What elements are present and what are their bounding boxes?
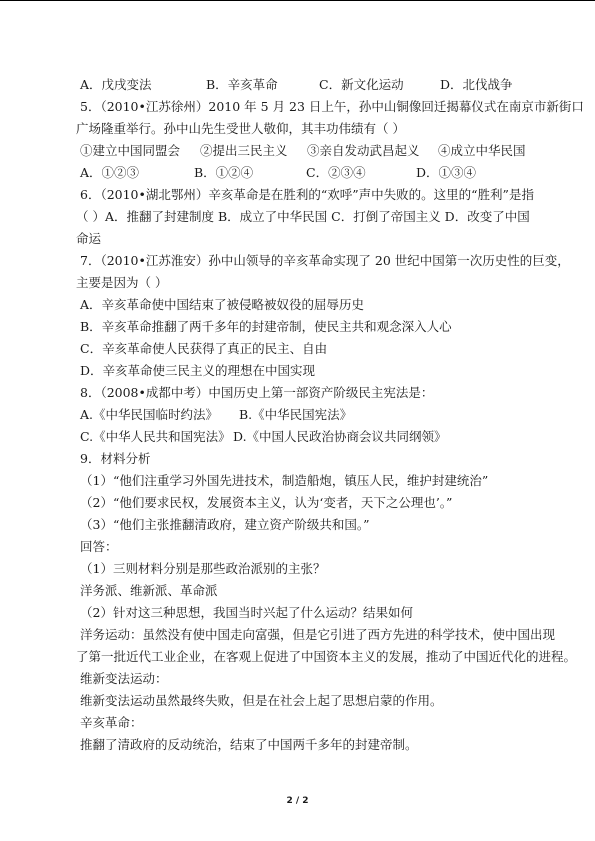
q8-options-ab	[76, 406, 532, 424]
q5-item-1: ①建立中国同盟会	[80, 143, 181, 158]
q5-option-a: A．①②③	[80, 165, 140, 180]
q5-option-c: C．②③④	[306, 165, 366, 180]
q4-option-c: C．新文化运动	[319, 77, 404, 92]
q5-item-4: ④成立中华民国	[438, 143, 526, 158]
q5-stem-1: 5．（2010•江苏徐州）2010 年 5 月 23 日上午，孙中山铜像回迁揭幕仪式在南京市新街口	[80, 99, 584, 114]
q9-title: 9．材料分析	[80, 451, 151, 466]
page-number: 2 / 2	[286, 796, 309, 806]
q9-material-2: （2）“他们要求民权，发展资本主义，认为‘变者，天下之公理也’。”	[80, 495, 453, 510]
q5-stem-2: 广场隆重举行。孙中山先生受世人敬仰，其丰功伟绩有（ ）	[76, 121, 405, 136]
q8-stem: 8．（2008•成都中考）中国历史上第一部资产阶级民主宪法是：	[80, 385, 434, 400]
q9-weixin-label: 维新变法运动：	[80, 671, 168, 686]
q9-yangwu-line-1: 洋务运动：虽然没有使中国走向富强，但是它引进了西方先进的科学技术，使中国出现	[80, 627, 556, 642]
q5-item-3: ③亲自发动武昌起义	[307, 143, 420, 158]
q4-option-a: A．戊戌变法	[80, 77, 152, 92]
q9-answer-label: 回答：	[80, 539, 118, 554]
q6-line-2: （ ）A．推翻了封建制度 B．成立了中华民国 C．打倒了帝国主义 D．改变了中国	[76, 209, 530, 224]
q4-option-d: D．北伐战争	[440, 77, 513, 92]
q7-option-c: C．辛亥革命使人民获得了真正的民主、自由	[80, 341, 328, 356]
q5-option-d: D．①③④	[416, 165, 477, 180]
q8-option-b: B.《中华民国宪法》	[239, 407, 353, 422]
q9-xinhai-text: 推翻了清政府的反动统治，结束了中国两千多年的封建帝制。	[80, 737, 418, 752]
q4-option-b: B．辛亥革命	[206, 77, 278, 92]
q6-line-3: 命运	[76, 231, 102, 246]
q9-sub-question-2: （2）针对这三种思想，我国当时兴起了什么运动？结果如何	[80, 605, 413, 620]
q9-material-1: （1）“他们注重学习外国先进技术，制造船炮，镇压人民，维护封建统治”	[80, 473, 489, 488]
q5-item-2: ②提出三民主义	[200, 143, 288, 158]
q9-sub-question-1: （1）三则材料分别是那些政治派别的主张？	[80, 561, 326, 576]
q8-option-d: D.《中国人民政治协商会议共同纲领》	[233, 429, 447, 444]
q6-line-1: 6．（2010•湖北鄂州）辛亥革命是在胜利的“欢呼”声中失败的。这里的“胜利”是指	[80, 187, 534, 202]
q8-option-a: A.《中华民国临时约法》	[80, 407, 219, 422]
q5-items	[76, 142, 532, 160]
q7-line-1: 7．（2010•江苏淮安）孙中山领导的辛亥革命实现了 20 世纪中国第一次历史性的巨变，	[80, 253, 570, 268]
q7-option-b: B．辛亥革命推翻了两千多年的封建帝制，使民主共和观念深入人心	[80, 319, 452, 334]
q9-material-3: （3）“他们主张推翻清政府，建立资产阶级共和国。”	[80, 517, 370, 532]
q7-option-d: D．辛亥革命使三民主义的理想在中国实现	[80, 363, 316, 378]
q9-yangwu-line-2: 了第一批近代工业企业，在客观上促进了中国资本主义的发展，推动了中国近代化的进程。	[76, 649, 577, 664]
q9-answer-1: 洋务派、维新派、革命派	[80, 583, 218, 598]
q9-xinhai-label: 辛亥革命：	[80, 715, 143, 730]
q7-option-a: A．辛亥革命使中国结束了被侵略被奴役的屈辱历史	[80, 297, 365, 312]
q4-options	[76, 76, 532, 94]
header-rule	[0, 0, 595, 1]
q7-line-2: 主要是因为（ ）	[76, 275, 168, 290]
document-body	[76, 76, 584, 758]
q5-option-b: B．①②④	[194, 165, 254, 180]
q8-options-cd	[76, 428, 532, 446]
q5-options	[76, 164, 532, 182]
q9-weixin-text: 维新变法运动虽然最终失败，但是在社会上起了思想启蒙的作用。	[80, 693, 443, 708]
q8-option-c: C.《中华人民共和国宪法》	[80, 429, 231, 444]
